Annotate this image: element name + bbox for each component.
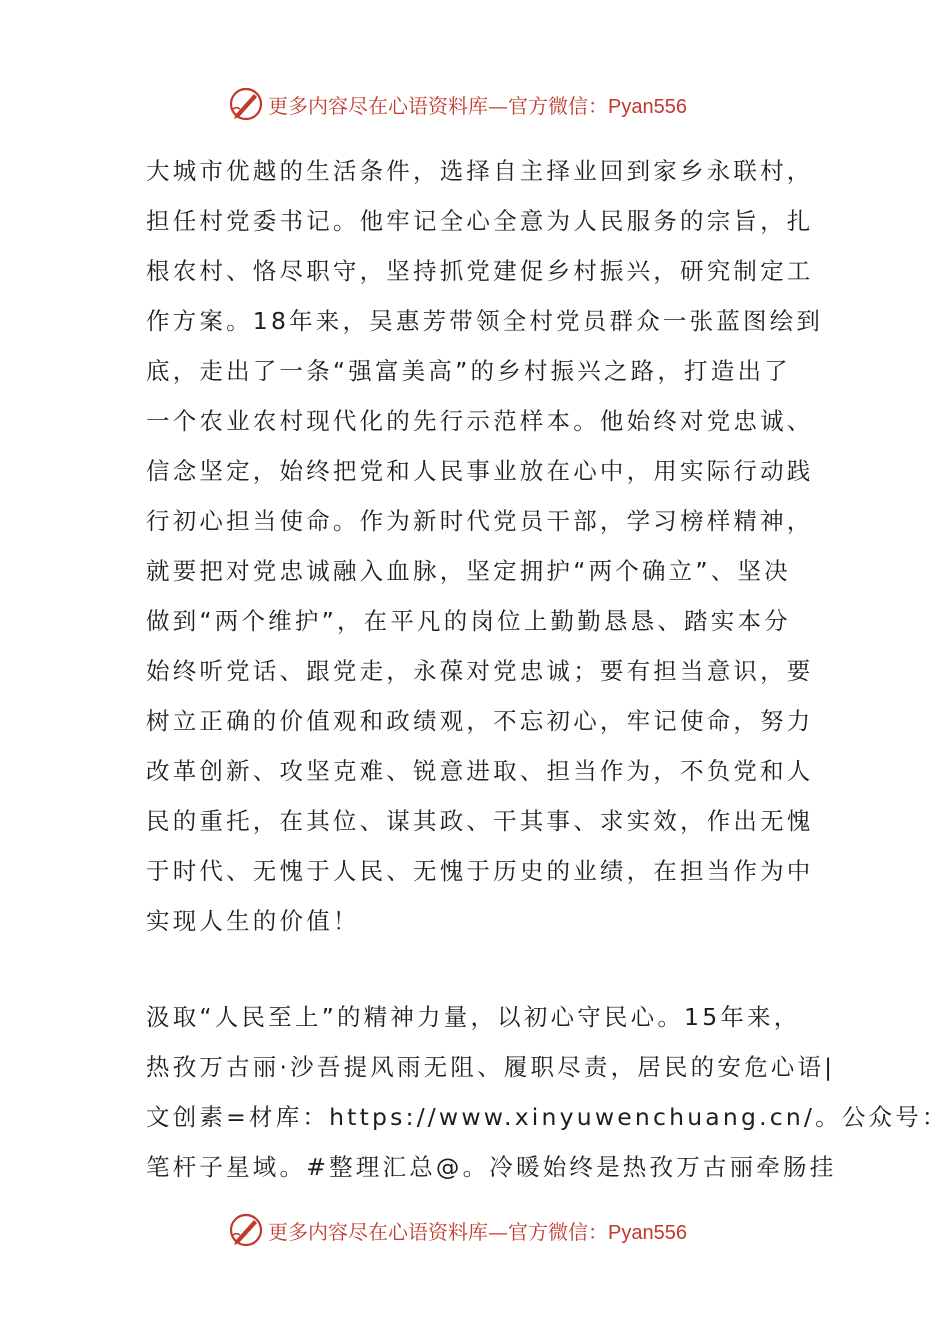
- text-line: 实现人生的价值！: [146, 907, 360, 935]
- text-line: 作方案。18年来，吴惠芳带领全村党员群众一张蓝图绘到: [146, 307, 824, 335]
- pen-logo-icon: [226, 1210, 266, 1250]
- watermark-cn-text: 更多内容尽在心语资料库—官方微信：: [268, 93, 608, 118]
- watermark-wechat-id: Pyan556: [608, 95, 687, 118]
- text-line: 大城市优越的生活条件，选择自主择业回到家乡永联村，: [146, 157, 814, 185]
- text-line: 树立正确的价值观和政绩观，不忘初心，牢记使命，努力: [146, 707, 814, 735]
- text-line: 笔杆子星域。#整理汇总@。冷暖始终是热孜万古丽牵肠挂: [146, 1153, 837, 1181]
- document-body: [146, 146, 949, 1192]
- text-line: 信念坚定，始终把党和人民事业放在心中，用实际行动践: [146, 457, 814, 485]
- text-line: 做到“两个维护”，在平凡的岗位上勤勤恳恳、踏实本分: [146, 607, 791, 635]
- text-line: 就要把对党忠诚融入血脉，坚定拥护“两个确立”、坚决: [146, 557, 791, 585]
- watermark-wechat-id: Pyan556: [608, 1221, 687, 1244]
- text-line: 一个农业农村现代化的先行示范样本。他始终对党忠诚、: [146, 407, 814, 435]
- header-watermark: [0, 82, 950, 126]
- text-line: 于时代、无愧于人民、无愧于历史的业绩，在担当作为中: [146, 857, 814, 885]
- text-line: 文创素=材库：https://www.xinyuwenchuang.cn/。公众号：: [146, 1103, 949, 1131]
- paragraph-2: [146, 992, 949, 1192]
- text-line: 行初心担当使命。作为新时代党员干部，学习榜样精神，: [146, 507, 814, 535]
- footer-watermark: [0, 1208, 950, 1252]
- text-line: 底，走出了一条“强富美高”的乡村振兴之路，打造出了: [146, 357, 791, 385]
- pen-logo-icon: [226, 84, 266, 124]
- text-line: 根农村、恪尽职守，坚持抓党建促乡村振兴，研究制定工: [146, 257, 814, 285]
- paragraph-gap: [146, 946, 810, 992]
- text-line: 改革创新、攻坚克难、锐意进取、担当作为，不负党和人: [146, 757, 814, 785]
- text-line: 热孜万古丽·沙吾提风雨无阻、履职尽责，居民的安危心语|: [146, 1053, 836, 1081]
- text-line: 汲取“人民至上”的精神力量，以初心守民心。15年来，: [146, 1003, 801, 1031]
- text-line: 民的重托，在其位、谋其政、干其事、求实效，作出无愧: [146, 807, 814, 835]
- text-line: 担任村党委书记。他牢记全心全意为人民服务的宗旨，扎: [146, 207, 814, 235]
- paragraph-1: [146, 146, 824, 946]
- text-line: 始终听党话、跟党走，永葆对党忠诚；要有担当意识，要: [146, 657, 814, 685]
- watermark-cn-text: 更多内容尽在心语资料库—官方微信：: [268, 1219, 608, 1244]
